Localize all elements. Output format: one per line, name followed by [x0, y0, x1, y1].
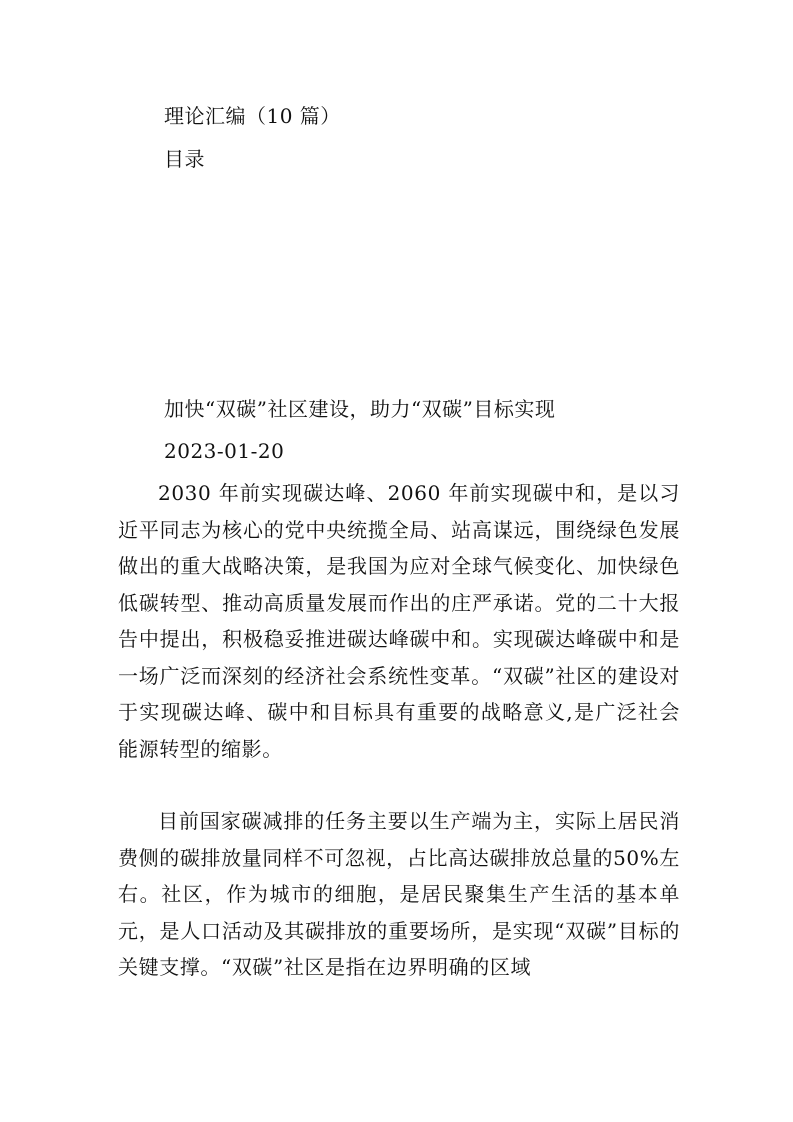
document-title: 理论汇编（10 篇） [164, 104, 341, 128]
article-paragraph-2: 目前国家碳减排的任务主要以生产端为主，实际上居民消费侧的碳排放量同样不可忽视，占比高达碳排放总量的50%左右。社区，作为城市的细胞，是居民聚集生产生活的基本单元，是人口活动及其碳排放的重要场所，是实现“双碳”目标的关键支撑。“双碳”社区是指在边界明确的区域 [118, 809, 680, 979]
article-paragraph-1: 2030 年前实现碳达峰、2060 年前实现碳中和，是以习近平同志为核心的党中央统揽全局、站高谋远，围绕绿色发展做出的重大战略决策，是我国为应对全球气候变化、加快绿色低碳转型、推动高质量发展而作出的庄严承诺。党的二十大报告中提出，积极稳妥推进碳达峰碳中和。实现碳达峰碳中和是一场广泛而深刻的经济社会系统性变革。“双碳”社区的建设对于实现碳达峰、碳中和目标具有重要的战略意义,是广泛社会能源转型的缩影。 [118, 481, 680, 761]
article-title: 加快“双碳”社区建设，助力“双碳”目标实现 [164, 397, 556, 421]
article-date: 2023-01-20 [164, 439, 285, 463]
toc-heading: 目录 [164, 147, 205, 171]
